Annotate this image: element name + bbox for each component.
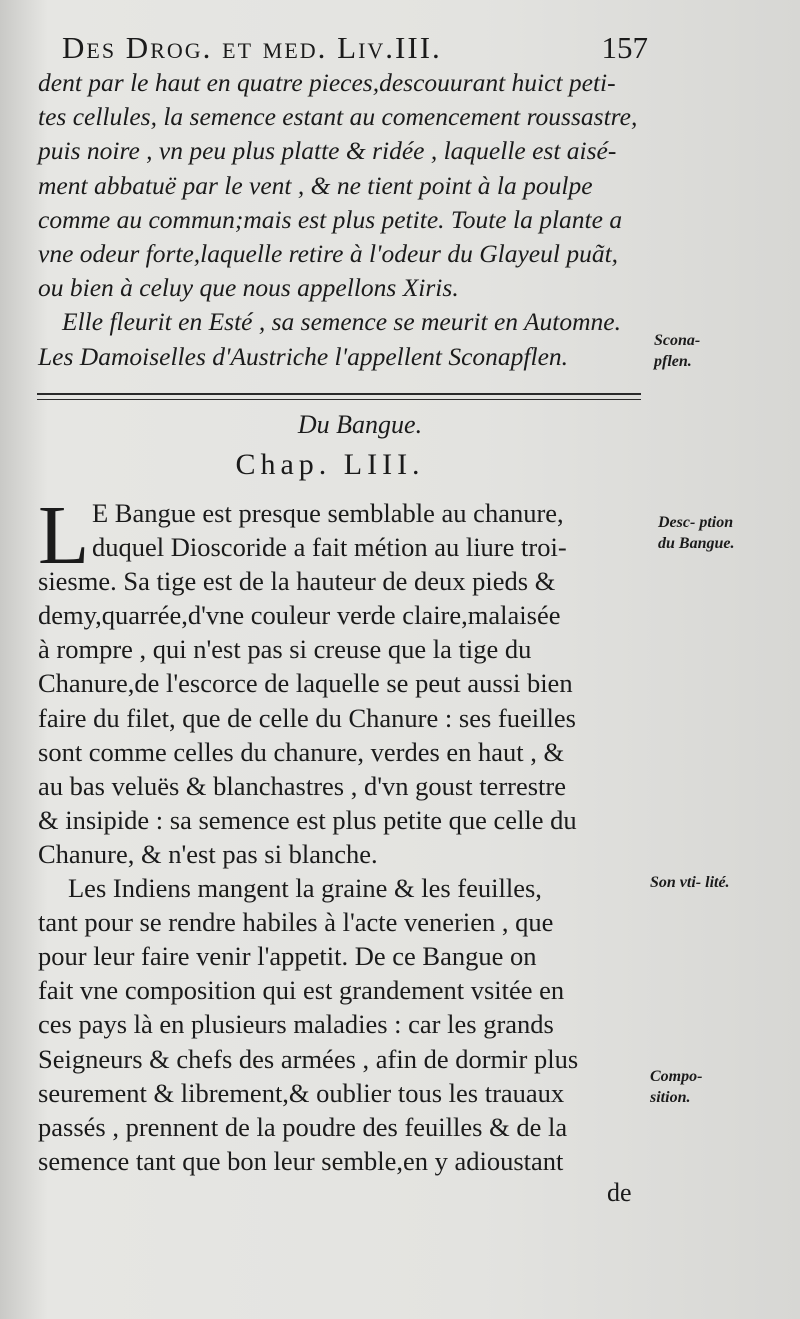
margin-note-utilite: Son vti- lité. <box>650 874 730 891</box>
text-line: ment abbatuë par le vent , & ne tient point à la poulpe <box>38 170 593 200</box>
italic-continuation-text <box>38 66 648 374</box>
text-line: Chanure, & n'est pas si blanche. <box>38 838 378 869</box>
text-line: Seigneurs & chefs des armées , afin de dormir plus <box>38 1043 579 1074</box>
margin-note-sconapflen: Scona- pflen. <box>654 332 701 370</box>
text-line: pour leur faire venir l'appetit. De ce Bangue on <box>38 941 537 972</box>
section-subtitle: Du Bangue. <box>297 410 423 439</box>
drop-cap: L <box>38 489 90 582</box>
margin-note-description: Desc- ption du Bangue. <box>658 514 735 552</box>
text-line: semence tant que bon leur semble,en y adioustant <box>38 1145 564 1176</box>
text-line: Elle fleurit en Esté , sa semence se meurit en Automne. <box>62 307 621 337</box>
chapter-body-text <box>38 489 648 1178</box>
text-line: fait vne composition qui est grandement vsitée en <box>38 975 565 1006</box>
running-title: Des Drog. et med. Liv.III. <box>62 30 442 65</box>
text-line: E Bangue est presque semblable au chanure, <box>92 498 564 528</box>
text-line: passés , prennent de la poudre des feuilles & de la <box>38 1111 568 1142</box>
text-line: ou bien à celuy que nous appellons Xiris. <box>38 273 459 303</box>
text-line: Chanure,de l'escorce de laquelle se peut aussi bien <box>38 668 573 699</box>
section-divider <box>37 393 641 400</box>
text-line: à rompre , qui n'est pas si creuse que la tige du <box>38 634 532 665</box>
text-line: & insipide : sa semence est plus petite que celle du <box>38 804 577 835</box>
text-line: dent par le haut en quatre pieces,descouurant huict peti- <box>38 68 616 97</box>
text-line: sont comme celles du chanure, verdes en haut , & <box>38 736 565 767</box>
text-line: seurement & librement,& oublier tous les trauaux <box>38 1077 565 1108</box>
text-line: vne odeur forte,laquelle retire à l'odeur du Glayeul puãt, <box>38 239 619 269</box>
text-line: Les Indiens mangent la graine & les feuilles, <box>68 873 542 904</box>
text-line: puis noire , vn peu plus platte & ridée , laquelle est aisé- <box>38 136 617 166</box>
text-line: faire du filet, que de celle du Chanure : ses fueilles <box>38 702 576 733</box>
margin-note-composition: Compo- sition. <box>650 1068 703 1106</box>
text-line: siesme. Sa tige est de la hauteur de deux pieds & <box>38 566 556 597</box>
text-line: tant pour se rendre habiles à l'acte venerien , que <box>38 907 554 938</box>
running-header <box>62 30 648 66</box>
text-line: duquel Dioscoride a fait métion au liure troi- <box>92 532 567 563</box>
chapter-heading: Chap. LIII. <box>235 448 425 481</box>
page-number: 157 <box>601 30 648 65</box>
text-line: Les Damoiselles d'Austriche l'appellent Sconapflen. <box>38 341 569 371</box>
text-line: ces pays là en plusieurs maladies : car les grands <box>38 1009 554 1040</box>
catchword: de <box>607 1178 632 1207</box>
text-line: au bas veluës & blanchastres , d'vn goust terrestre <box>38 770 566 801</box>
text-line: comme au commun;mais est plus petite. Toute la plante a <box>38 204 623 234</box>
text-line: demy,quarrée,d'vne couleur verde claire,malaisée <box>38 600 561 631</box>
text-line: tes cellules, la semence estant au comencement roussastre, <box>38 102 638 132</box>
